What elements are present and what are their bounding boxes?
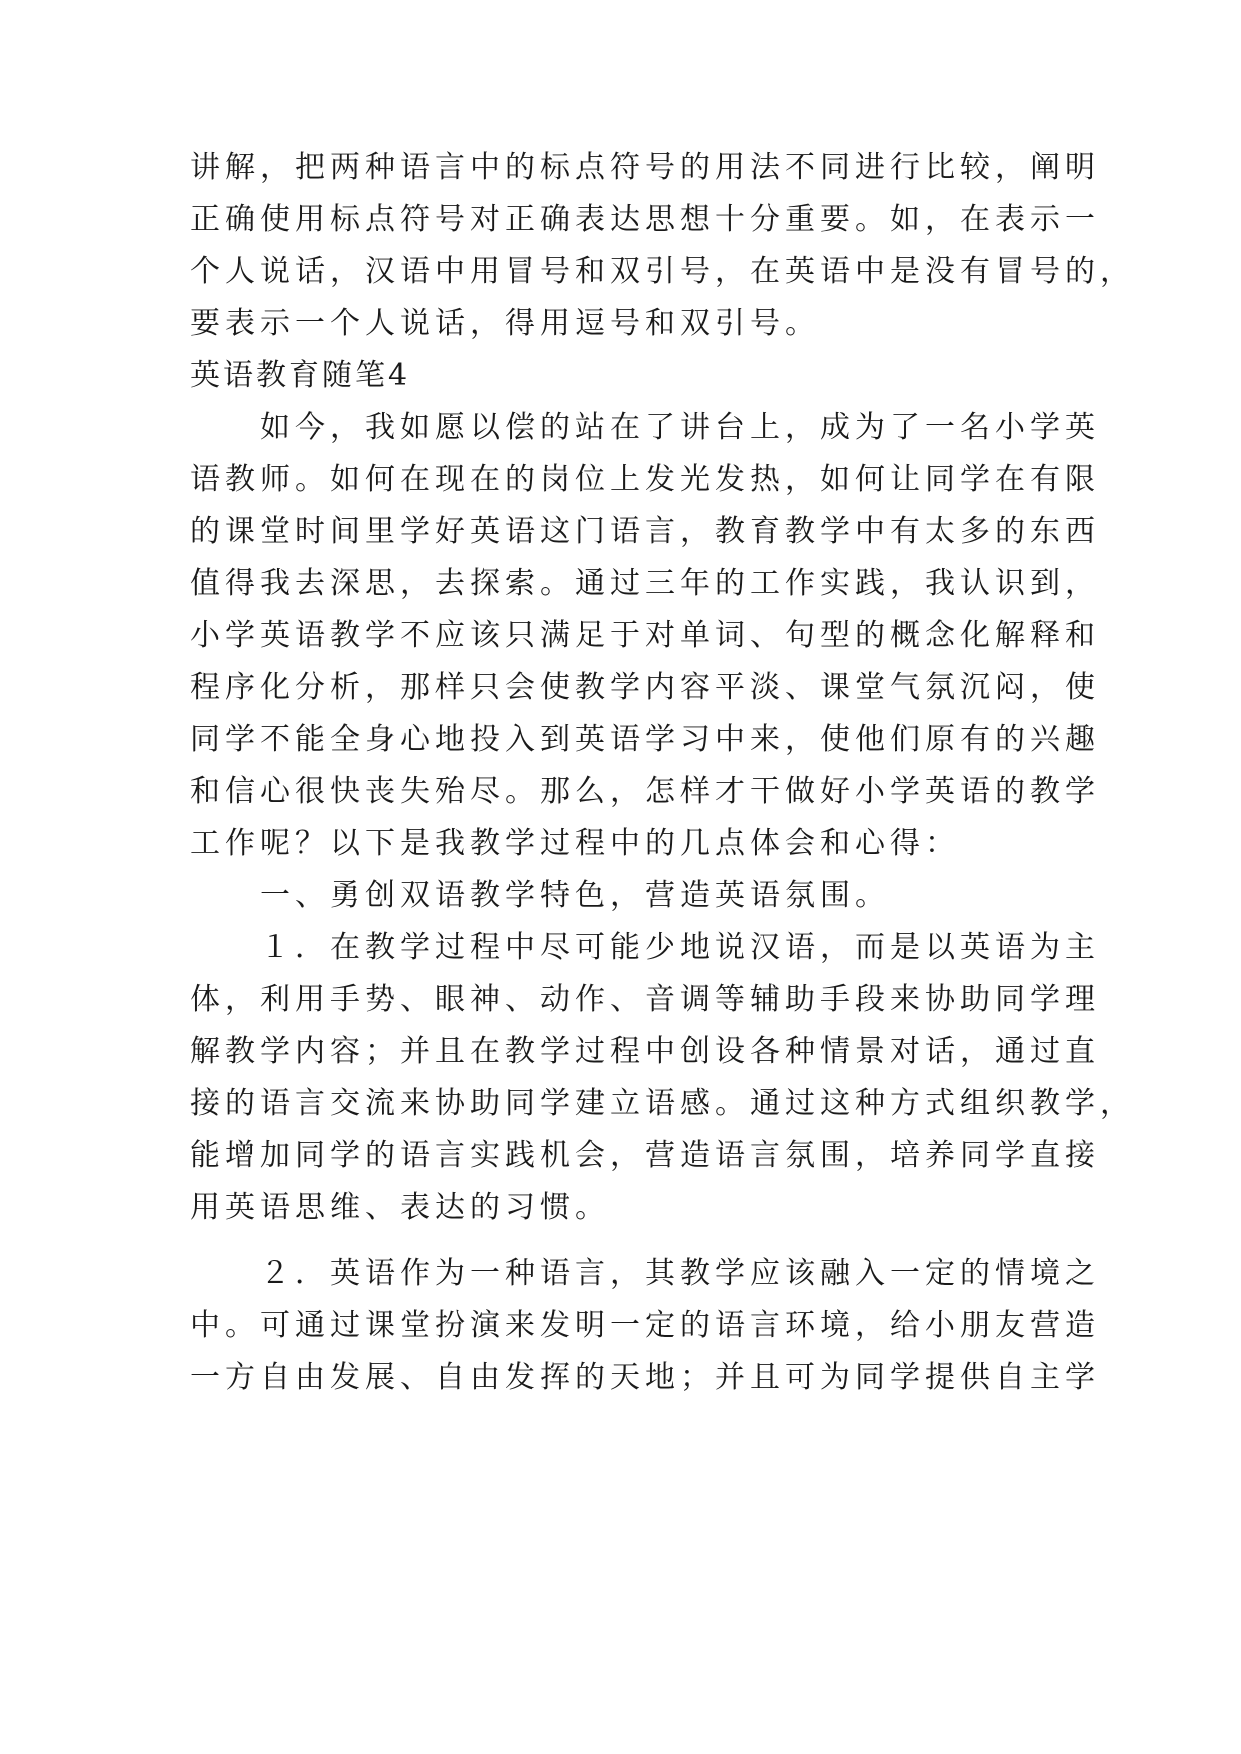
- text-line: 同学不能全身心地投入到英语学习中来，使他们原有的兴趣: [190, 722, 1100, 757]
- text-line: 讲解，把两种语言中的标点符号的用法不同进行比较，阐明: [190, 150, 1100, 185]
- text-line: ２．英语作为一种语言，其教学应该融入一定的情境之: [190, 1256, 1100, 1291]
- point-heading: 一、勇创双语教学特色，营造英语氛围。: [190, 878, 890, 913]
- text-line: 要表示一个人说话，得用逗号和双引号。: [190, 306, 820, 341]
- text-line: 接的语言交流来协助同学建立语感。通过这种方式组织教学，: [190, 1086, 1135, 1121]
- text-line: 程序化分析，那样只会使教学内容平淡、课堂气氛沉闷，使: [190, 670, 1100, 705]
- text-line: 如今，我如愿以偿的站在了讲台上，成为了一名小学英: [190, 410, 1100, 445]
- section-heading: 英语教育随笔4: [190, 358, 411, 393]
- text-line: 和信心很快丧失殆尽。那么，怎样才干做好小学英语的教学: [190, 774, 1100, 809]
- text-line: 中。可通过课堂扮演来发明一定的语言环境，给小朋友营造: [190, 1308, 1100, 1343]
- text-line: 语教师。如何在现在的岗位上发光发热，如何让同学在有限: [190, 462, 1100, 497]
- text-line: 体，利用手势、眼神、动作、音调等辅助手段来协助同学理: [190, 982, 1100, 1017]
- text-line: 个人说话，汉语中用冒号和双引号，在英语中是没有冒号的，: [190, 254, 1135, 289]
- text-line: 值得我去深思，去探索。通过三年的工作实践，我认识到，: [190, 566, 1100, 601]
- text-line: 正确使用标点符号对正确表达思想十分重要。如，在表示一: [190, 202, 1100, 237]
- text-line: 解教学内容；并且在教学过程中创设各种情景对话，通过直: [190, 1034, 1100, 1069]
- text-line: 的课堂时间里学好英语这门语言，教育教学中有太多的东西: [190, 514, 1100, 549]
- text-line: 一方自由发展、自由发挥的天地；并且可为同学提供自主学: [190, 1360, 1100, 1395]
- text-line: １．在教学过程中尽可能少地说汉语，而是以英语为主: [190, 930, 1100, 965]
- text-line: 小学英语教学不应该只满足于对单词、句型的概念化解释和: [190, 618, 1100, 653]
- text-line: 工作呢？以下是我教学过程中的几点体会和心得：: [190, 826, 960, 861]
- text-line: 能增加同学的语言实践机会，营造语言氛围，培养同学直接: [190, 1138, 1100, 1173]
- text-line: 用英语思维、表达的习惯。: [190, 1190, 610, 1225]
